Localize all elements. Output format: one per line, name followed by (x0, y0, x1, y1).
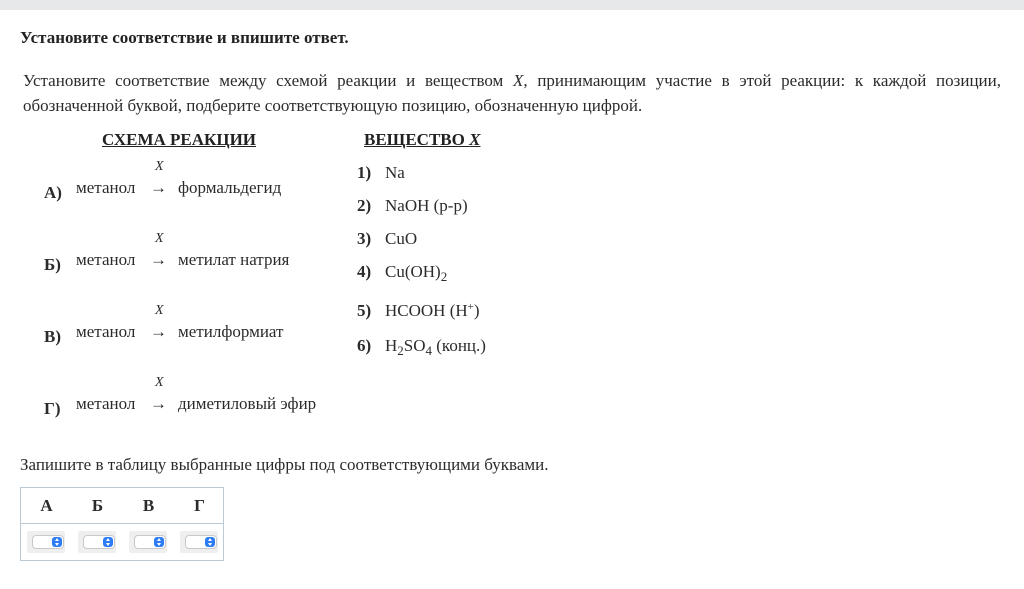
option-4: 4) $Cu(OH)_2$ (357, 262, 448, 284)
scheme-reactant: метанол (76, 394, 136, 413)
scheme-product: диметиловый эфир (178, 394, 317, 413)
scheme-product: метилат натрия (178, 250, 290, 269)
scheme-a (44, 159, 344, 219)
answer-select-v[interactable] (134, 535, 166, 549)
reaction-arrow-icon: → (150, 178, 167, 197)
substance-column-title: ВЕЩЕСТВО X (364, 130, 481, 149)
scheme-reagent: X (155, 303, 164, 318)
up-down-chevron-icon (103, 537, 113, 547)
answer-cell-g (180, 531, 218, 553)
answer-header-v: В (142, 496, 155, 515)
statement-text: Установите соответствие между схемой реакции и веществом (23, 71, 513, 90)
answer-cell-v (129, 531, 167, 553)
scheme-letter: Г) (44, 399, 61, 418)
reaction-arrow-icon: → (150, 250, 167, 269)
reaction-arrow-icon: → (150, 322, 167, 341)
up-down-chevron-icon (52, 537, 62, 547)
scheme-g (44, 375, 344, 435)
answer-header-b: Б (91, 496, 104, 515)
statement-text-end: , принимающим участие в этой реакции: к каждой позиции, обозначенной буквой, подберите соответствующую позицию, обозначенную цифрой. (23, 71, 1001, 115)
scheme-reagent: X (155, 159, 164, 174)
answer-select-a[interactable] (32, 535, 64, 549)
up-down-chevron-icon (205, 537, 215, 547)
answer-instruction: Запишите в таблицу выбранные цифры под соответствующими буквами. (20, 455, 549, 474)
answer-select-b[interactable] (83, 535, 115, 549)
scheme-reagent: X (155, 231, 164, 246)
scheme-letter: А) (44, 183, 62, 202)
reaction-arrow-icon: → (150, 394, 167, 413)
up-down-chevron-icon (154, 537, 164, 547)
option-5: 5) HCOOH (H+) (357, 301, 480, 320)
scheme-column-title: СХЕМА РЕАКЦИИ (102, 130, 257, 149)
answer-table (20, 487, 224, 561)
scheme-reagent: X (155, 375, 164, 390)
scheme-letter: В) (44, 327, 61, 346)
task-statement (23, 68, 1001, 118)
top-bar (0, 0, 1024, 10)
scheme-letter: Б) (44, 255, 61, 274)
scheme-reactant: метанол (76, 322, 136, 341)
task-title: Установите соответствие и впишите ответ. (20, 28, 349, 47)
option-6: 6) $H_2SO_4$ (конц.) (357, 336, 486, 358)
answer-cell-b (78, 531, 116, 553)
scheme-product: метилформиат (178, 322, 284, 341)
scheme-reactant: метанол (76, 178, 136, 197)
scheme-product: формальдегид (178, 178, 282, 197)
option-1: 1) Na (357, 163, 405, 182)
answer-header-a: А (40, 496, 53, 515)
statement-variable: X (513, 71, 524, 90)
answer-header-g: Г (194, 496, 205, 515)
scheme-v (44, 303, 344, 363)
answer-select-g[interactable] (185, 535, 217, 549)
option-3: 3) CuO (357, 229, 418, 248)
option-2: 2) NaOH (р-р) (357, 196, 468, 215)
scheme-b (44, 231, 344, 291)
answer-cell-a (27, 531, 65, 553)
scheme-reactant: метанол (76, 250, 136, 269)
